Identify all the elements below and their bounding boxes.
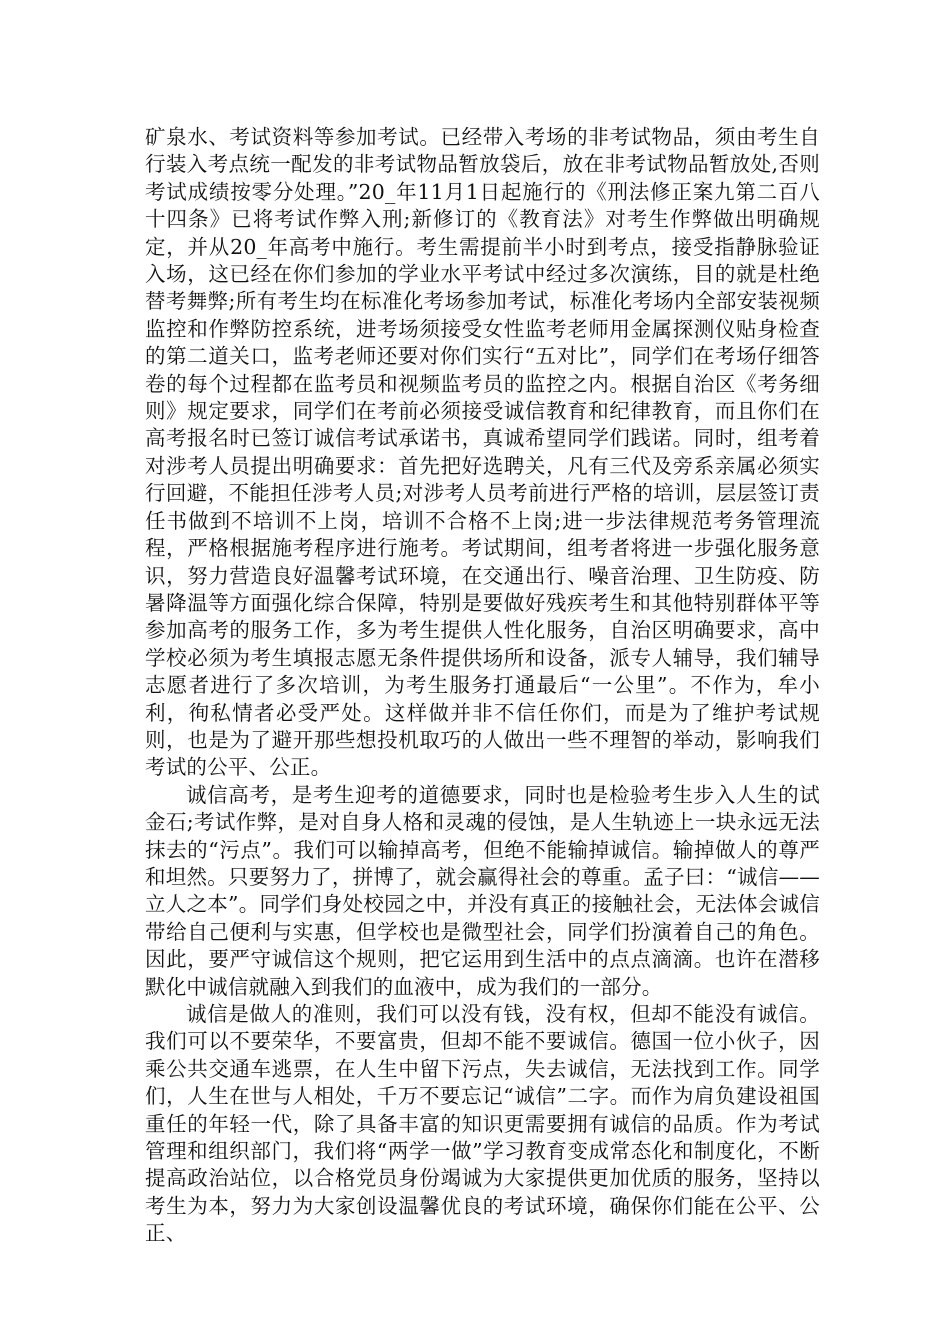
paragraph-integrity-exam: 诚信高考，是考生迎考的道德要求，同时也是检验考生步入人生的试金石;考试作弊，是对自身人格和灵魂的侵蚀，是人生轨迹上一块永远无法抹去的“污点”。我们可以输掉高考，但绝不能输掉诚信。输掉做人的尊严和坦然。只要努力了，拼博了，就会赢得社会的尊重。孟子曰：“诚信——立人之本”。同学们身处校园之中，并没有真正的接触社会，无法体会诚信带给自己便利与实惠，但学校也是微型社会，同学们扮演着自己的角色。因此，要严守诚信这个规则，把它运用到生活中的点点滴滴。也许在潜移默化中诚信就融入到我们的血液中，成为我们的一部分。 [145, 782, 820, 999]
paragraph-continued: 矿泉水、考试资料等参加考试。已经带入考场的非考试物品，须由考生自行装入考点统一配发的非考试物品暂放袋后，放在非考试物品暂放处,否则考试成绩按零分处理。”20_年11月1日起施行的《刑法修正案九第二百八十四条》已将考试作弊入刑;新修订的《教育法》对考生作弊做出明确规定，并从20_年高考中施行。考生需提前半小时到考点，接受指静脉验证入场，这已经在你们参加的学业水平考试中经过多次演练，目的就是杜绝替考舞弊;所有考生均在标准化考场参加考试，标准化考场内全部安装视频监控和作弊防控系统，进考场须接受女性监考老师用金属探测仪贴身检查的第二道关口，监考老师还要对你们实行“五对比”，同学们在考场仔细答卷的每个过程都在监考员和视频监考员的监控之内。根据自治区《考务细则》规定要求，同学们在考前必须接受诚信教育和纪律教育，而且你们在高考报名时已签订诚信考试承诺书，真诚希望同学们践诺。同时，组考着对涉考人员提出明确要求：首先把好选聘关，凡有三代及旁系亲属必须实行回避，不能担任涉考人员;对涉考人员考前进行严格的培训，层层签订责任书做到不培训不上岗，培训不合格不上岗;进一步法律规范考务管理流程，严格根据施考程序进行施考。考试期间，组考者将进一步强化服务意识，努力营造良好温馨考试环境，在交通出行、噪音治理、卫生防疫、防暑降温等方面强化综合保障，特别是要做好残疾考生和其他特别群体平等参加高考的服务工作，多为考生提供人性化服务，自治区明确要求，高中学校必须为考生填报志愿无条件提供场所和设备，派专人辅导，我们辅导志愿者进行了多次培训，为考生服务打通最后“一公里”。不作为，牟小利，徇私情者必受严处。这样做并非不信任你们，而是为了维护考试规则，也是为了避开那些想投机取巧的人做出一些不理智的举动，影响我们考试的公平、公正。 [145, 125, 820, 780]
paragraph-integrity-principle: 诚信是做人的准则，我们可以没有钱，没有权，但却不能没有诚信。我们可以不要荣华，不要富贵，但却不能不要诚信。德国一位小伙子，因乘公共交通车逃票，在人生中留下污点，失去诚信，无法找到工作。同学们，人生在世与人相处，千万不要忘记“诚信”二字。而作为肩负建设祖国重任的年轻一代，除了具备丰富的知识更需要拥有诚信的品质。作为考试管理和组织部门，我们将“两学一做”学习教育变成常态化和制度化，不断提高政治站位，以合格党员身份竭诚为大家提供更加优质的服务，坚持以考生为本，努力为大家创设温馨优良的考试环境，确保你们能在公平、公正、 [145, 1002, 820, 1246]
document-body [145, 124, 820, 1248]
